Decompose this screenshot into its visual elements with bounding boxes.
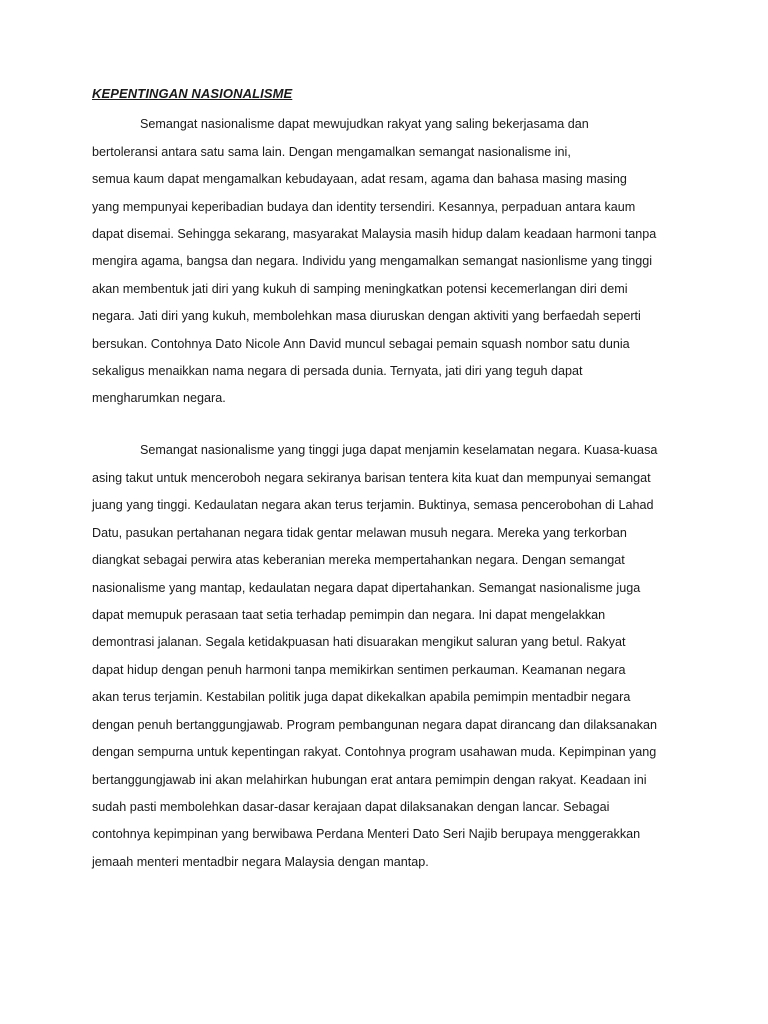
text-line: Semangat nasionalisme yang tinggi juga dapat menjamin keselamatan negara. Kuasa-kuasa (140, 443, 658, 457)
text-line: contohnya kepimpinan yang berwibawa Perdana Menteri Dato Seri Najib berupaya menggerakkan (92, 827, 641, 841)
text-line: asing takut untuk menceroboh negara sekiranya barisan tentera kita kuat dan mempunyai semangat (92, 471, 651, 485)
text-line: bertoleransi antara satu sama lain. Dengan mengamalkan semangat nasionalisme ini, (92, 145, 571, 159)
text-line: akan terus terjamin. Kestabilan politik juga dapat dikekalkan apabila pemimpin mentadbir negara (92, 690, 631, 704)
text-line: diangkat sebagai perwira atas keberanian mereka mempertahankan negara. Dengan semangat (92, 553, 625, 567)
text-line: sekaligus menaikkan nama negara di persada dunia. Ternyata, jati diri yang teguh dapat (92, 364, 583, 378)
text-line: mengira agama, bangsa dan negara. Individu yang mengamalkan semangat nasionlisme yang tinggi (92, 254, 653, 268)
text-line: dapat disemai. Sehingga sekarang, masyarakat Malaysia masih hidup dalam keadaan harmoni tanpa (92, 227, 657, 241)
text-line: bertanggungjawab ini akan melahirkan hubungan erat antara pemimpin dengan rakyat. Keadaan ini (92, 773, 647, 787)
text-line: akan membentuk jati diri yang kukuh di samping meningkatkan potensi kecemerlangan diri demi (92, 282, 628, 296)
text-line: yang mempunyai keperibadian budaya dan identity tersendiri. Kesannya, perpaduan antara kaum (92, 200, 636, 214)
text-line: juang yang tinggi. Kedaulatan negara akan terus terjamin. Buktinya, semasa pencerobohan di Lahad (92, 498, 654, 512)
text-line: dengan sempurna untuk kepentingan rakyat. Contohnya program usahawan muda. Kepimpinan yang (92, 745, 657, 759)
text-line: dengan penuh bertanggungjawab. Program pembangunan negara dapat dirancang dan dilaksanakan (92, 718, 658, 732)
text-line: mengharumkan negara. (92, 391, 226, 405)
text-line: semua kaum dapat mengamalkan kebudayaan, adat resam, agama dan bahasa masing masing (92, 172, 627, 186)
text-line: dapat hidup dengan penuh harmoni tanpa memikirkan sentimen perkauman. Keamanan negara (92, 663, 626, 677)
text-line: sudah pasti membolehkan dasar-dasar kerajaan dapat dilaksanakan dengan lancar. Sebagai (92, 800, 610, 814)
text-line: demontrasi jalanan. Segala ketidakpuasan hati disuarakan mengikut saluran yang betul. Rakyat (92, 635, 626, 649)
text-line: negara. Jati diri yang kukuh, membolehkan masa diuruskan dengan aktiviti yang berfaedah seperti (92, 309, 641, 323)
text-line: Semangat nasionalisme dapat mewujudkan rakyat yang saling bekerjasama dan (140, 117, 589, 131)
document-title: KEPENTINGAN NASIONALISME (92, 86, 293, 101)
text-line: dapat memupuk perasaan taat setia terhadap pemimpin dan negara. Ini dapat mengelakkan (92, 608, 606, 622)
text-line: jemaah menteri mentadbir negara Malaysia dengan mantap. (92, 855, 429, 869)
text-line: bersukan. Contohnya Dato Nicole Ann David muncul sebagai pemain squash nombor satu dunia (92, 337, 630, 351)
text-line: Datu, pasukan pertahanan negara tidak gentar melawan musuh negara. Mereka yang terkorban (92, 526, 627, 540)
text-line: nasionalisme yang mantap, kedaulatan negara dapat dipertahankan. Semangat nasionalisme juga (92, 581, 641, 595)
